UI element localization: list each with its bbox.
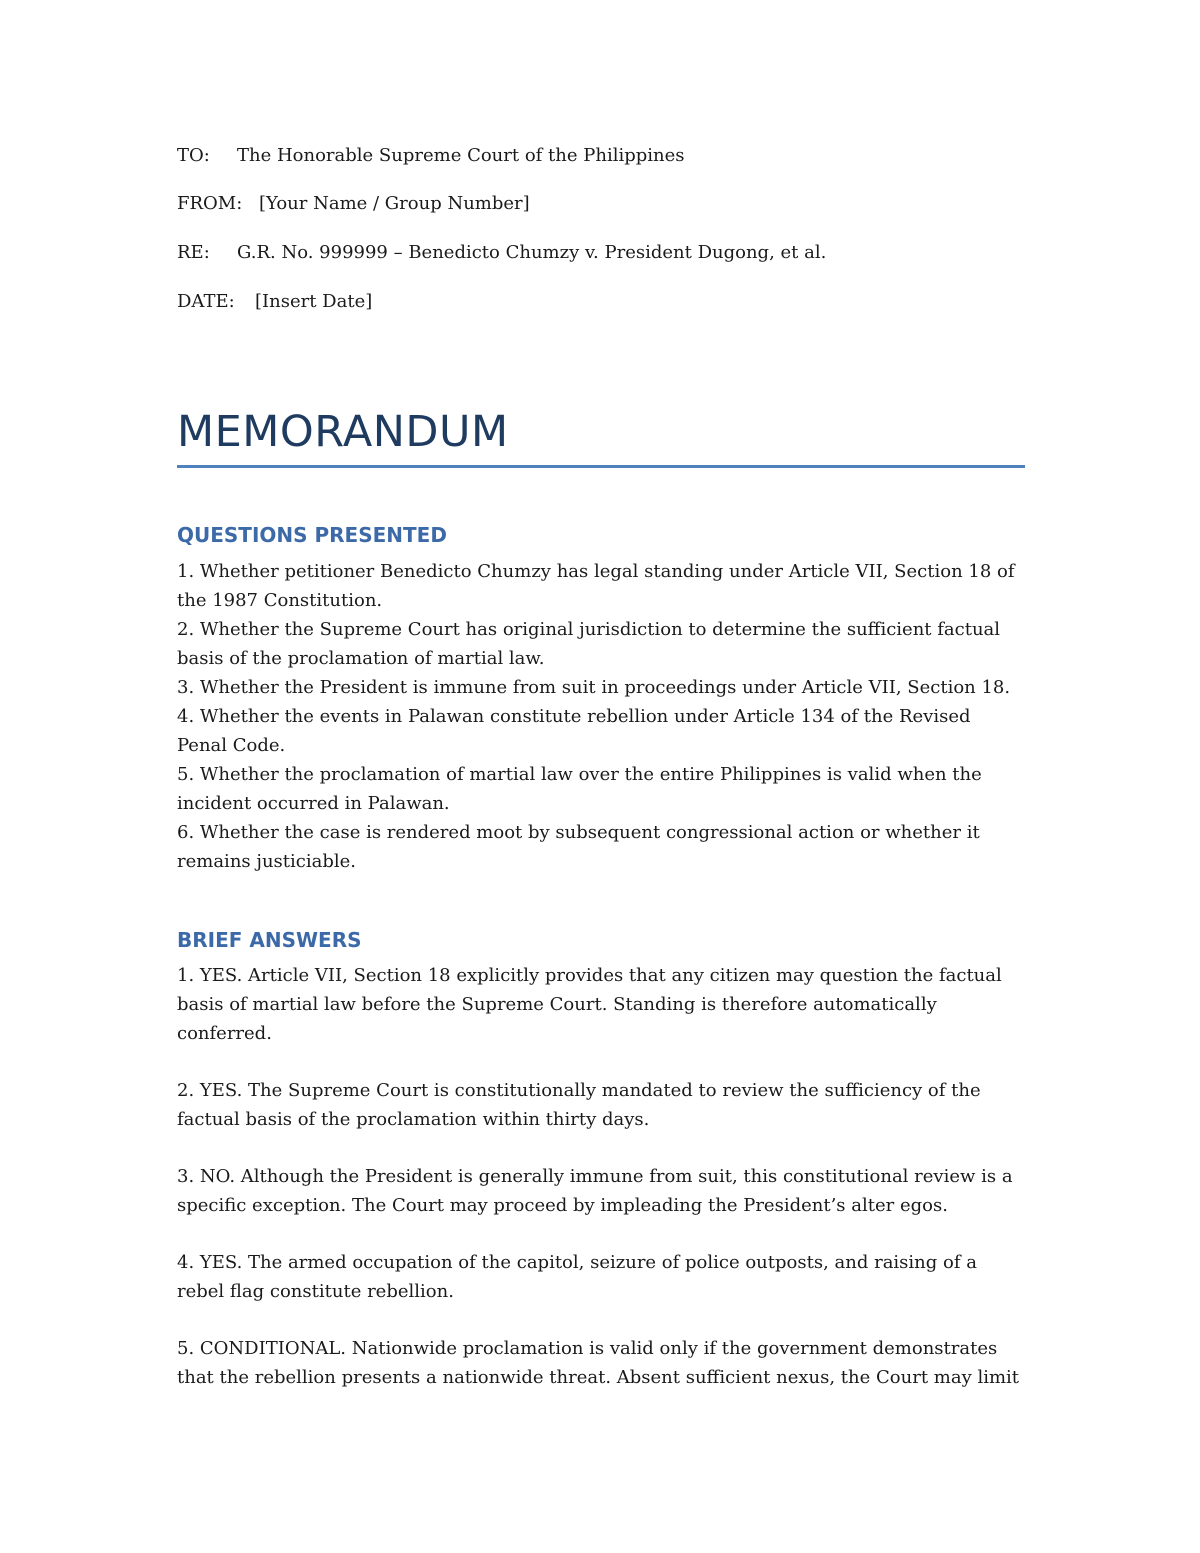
header-re-value: G.R. No. 999999 – Benedicto Chumzy v. President Dugong, et al. bbox=[237, 242, 827, 263]
answers-list bbox=[177, 961, 1025, 1420]
questions-heading: QUESTIONS PRESENTED bbox=[177, 523, 447, 547]
answer-item: 4. YES. The armed occupation of the capitol, seizure of police outposts, and raising of a rebel flag constitute rebellion. bbox=[177, 1252, 977, 1302]
answer-item: 2. YES. The Supreme Court is constitutionally mandated to review the sufficiency of the factual basis of the proclamation within thirty days. bbox=[177, 1080, 981, 1130]
question-item: 6. Whether the case is rendered moot by subsequent congressional action or whether it remains justiciable. bbox=[177, 822, 980, 872]
answer-item: 5. CONDITIONAL. Nationwide proclamation is valid only if the government demonstrates that the rebellion presents a nationwide threat. Absent sufficient nexus, the Court may limit bbox=[177, 1338, 1020, 1388]
header-to-line bbox=[177, 144, 685, 168]
header-re-label: RE: bbox=[177, 242, 210, 263]
question-item: 3. Whether the President is immune from suit in proceedings under Article VII, Section 18. bbox=[177, 677, 1011, 698]
memo-title: MEMORANDUM bbox=[177, 407, 509, 457]
header-date-value: [Insert Date] bbox=[255, 291, 373, 312]
question-item: 1. Whether petitioner Benedicto Chumzy has legal standing under Article VII, Section 18 of the 1987 Constitution. bbox=[177, 561, 1015, 611]
questions-list bbox=[177, 557, 1025, 876]
header-from-line bbox=[177, 192, 530, 216]
header-from-label: FROM: bbox=[177, 193, 243, 214]
question-item: 4. Whether the events in Palawan constitute rebellion under Article 134 of the Revised Penal Code. bbox=[177, 706, 971, 756]
header-to-value: The Honorable Supreme Court of the Philippines bbox=[237, 145, 685, 166]
header-date-label: DATE: bbox=[177, 291, 235, 312]
header-re-line bbox=[177, 241, 827, 265]
title-divider bbox=[177, 465, 1025, 468]
header-from-value: [Your Name / Group Number] bbox=[259, 193, 530, 214]
answers-heading: BRIEF ANSWERS bbox=[177, 928, 362, 952]
answer-item: 3. NO. Although the President is generally immune from suit, this constitutional review is a specific exception. The Court may proceed by impleading the President’s alter egos. bbox=[177, 1166, 1013, 1216]
header-to-label: TO: bbox=[177, 145, 210, 166]
question-item: 2. Whether the Supreme Court has original jurisdiction to determine the sufficient factual basis of the proclamation of martial law. bbox=[177, 619, 1001, 669]
answer-item: 1. YES. Article VII, Section 18 explicitly provides that any citizen may question the factual basis of martial law before the Supreme Court. Standing is therefore automatically conferred. bbox=[177, 965, 1002, 1044]
header-date-line bbox=[177, 290, 373, 314]
question-item: 5. Whether the proclamation of martial law over the entire Philippines is valid when the incident occurred in Palawan. bbox=[177, 764, 982, 814]
